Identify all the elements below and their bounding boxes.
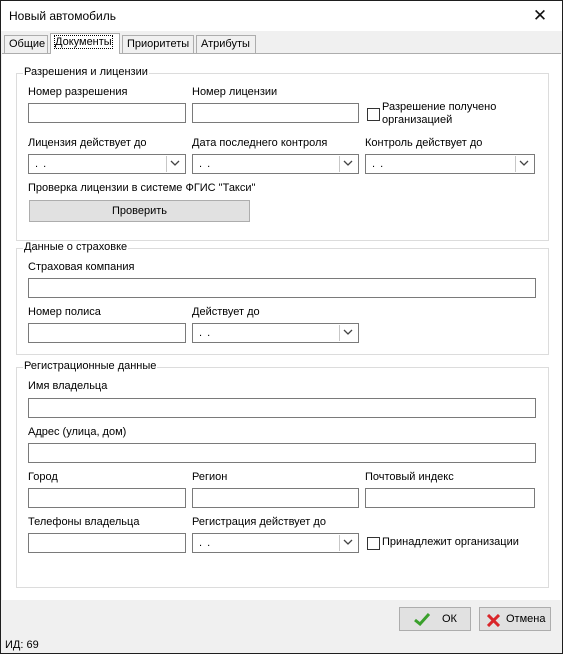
date-value: . . [199,537,212,549]
address-label: Адрес (улица, дом) [28,426,127,438]
registration-valid-until-select[interactable] [192,533,359,553]
control-valid-until-select[interactable] [365,154,535,174]
fgis-check-label: Проверка лицензии в системе ФГИС "Такси" [28,182,256,194]
insurance-valid-until-label: Действует до [192,306,260,318]
registration-group [16,360,549,588]
check-license-button[interactable]: Проверить [29,200,250,222]
cancel-label: Отмена [506,613,546,625]
licenses-legend: Разрешения и лицензии [24,66,148,78]
date-value: . . [372,158,385,170]
check-icon [414,613,430,626]
tab-label: Документы [55,36,112,48]
tab-attributes[interactable] [196,35,256,53]
ok-label: ОК [442,613,457,625]
date-value: . . [35,158,48,170]
tab-label: Приоритеты [127,38,190,50]
ok-button[interactable] [399,607,471,631]
region-input[interactable] [192,488,359,508]
owner-name-input[interactable] [28,398,536,418]
chevron-down-icon[interactable] [339,535,357,551]
date-value: . . [199,327,212,339]
chevron-down-icon[interactable] [339,156,357,172]
city-input[interactable] [28,488,186,508]
chevron-down-icon[interactable] [339,325,357,341]
tab-general[interactable] [4,35,48,53]
status-id: ИД: 69 [5,639,39,651]
close-icon[interactable]: ✕ [532,6,548,25]
window-title: Новый автомобиль [9,9,116,23]
tab-label: Общие [9,38,46,50]
insurance-group [16,241,549,355]
belongs-org-checkbox[interactable] [367,537,380,550]
licenses-group [16,66,549,241]
registration-valid-until-label: Регистрация действует до [192,516,326,528]
permit-number-input[interactable] [28,103,186,123]
policy-number-input[interactable] [28,323,186,343]
region-label: Регион [192,471,228,483]
postal-code-input[interactable] [365,488,535,508]
registration-legend: Регистрационные данные [24,360,157,372]
insurance-valid-until-select[interactable] [192,323,359,343]
tab-panel-documents [2,53,561,600]
license-number-label: Номер лицензии [192,86,278,98]
postal-code-label: Почтовый индекс [365,471,454,483]
date-value: . . [199,158,212,170]
address-input[interactable] [28,443,536,463]
tab-priorities[interactable] [122,35,194,53]
owner-phones-input[interactable] [28,533,186,553]
insurance-company-label: Страховая компания [28,261,135,273]
last-control-date-select[interactable] [192,154,359,174]
owner-phones-label: Телефоны владельца [28,516,140,528]
chevron-down-icon[interactable] [166,156,184,172]
permit-org-checkbox[interactable] [367,108,380,121]
permit-org-label: Разрешение получено организацией [382,101,497,126]
insurance-company-input[interactable] [28,278,536,298]
control-valid-until-label: Контроль действует до [365,137,483,149]
tab-label: Атрибуты [201,38,250,50]
policy-number-label: Номер полиса [28,306,101,318]
owner-name-label: Имя владельца [28,380,108,392]
license-valid-until-label: Лицензия действует до [28,137,147,149]
tab-documents[interactable] [50,33,120,54]
cancel-x-icon [487,614,500,627]
belongs-org-label: Принадлежит организации [382,536,519,548]
chevron-down-icon[interactable] [515,156,533,172]
insurance-legend: Данные о страховке [24,241,128,253]
last-control-date-label: Дата последнего контроля [192,137,328,149]
city-label: Город [28,471,58,483]
cancel-button[interactable] [479,607,551,631]
permit-number-label: Номер разрешения [28,86,128,98]
license-valid-until-select[interactable] [28,154,186,174]
title-bar [1,1,562,31]
license-number-input[interactable] [192,103,359,123]
